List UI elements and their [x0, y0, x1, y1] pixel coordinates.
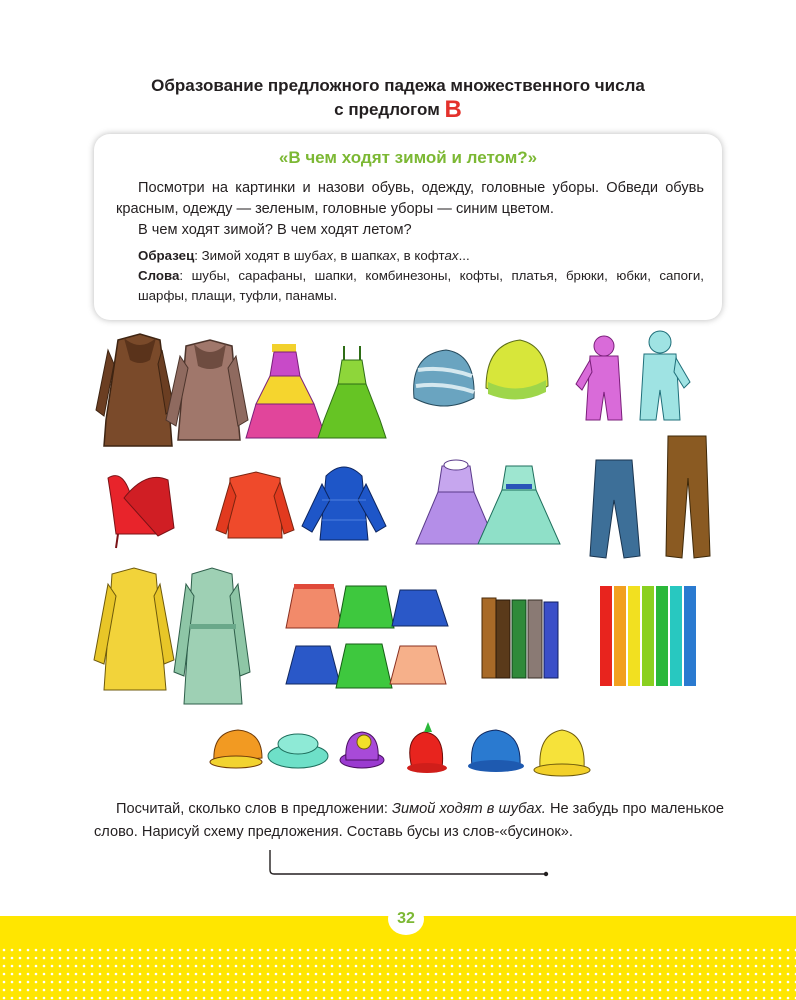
high-heels-icon — [108, 476, 174, 548]
words-text: : шубы, сарафаны, шапки, комбинезоны, кофты, платья, брюки, юбки, сапоги, шарфы, плащи, туфли, панамы. — [138, 268, 704, 303]
hat-red-icon — [407, 722, 447, 773]
footer-dots — [0, 946, 796, 1000]
example-text-b: , в шапк — [333, 248, 383, 263]
boots-icon — [482, 598, 558, 678]
snowsuit-mint-icon — [640, 331, 690, 420]
example-ending-1: ах — [318, 248, 333, 263]
skirt-peach-icon — [390, 646, 446, 684]
example-text-c: , в кофт — [396, 248, 445, 263]
scheme-end-dot — [544, 872, 548, 876]
hat-yellow-icon — [534, 730, 590, 776]
example-ending-3: ах — [444, 248, 459, 263]
skirt-green-icon — [338, 586, 394, 628]
knit-hat-striped-icon — [414, 350, 475, 406]
example-label: Образец — [138, 248, 195, 263]
words-label: Слова — [138, 268, 180, 283]
page-title-line2-text: с предлогом — [334, 100, 440, 119]
task-question: В чем ходят зимой? В чем ходят летом? — [138, 222, 412, 238]
skirt-blue-2-icon — [286, 646, 340, 684]
puffer-jacket-blue-icon — [302, 467, 386, 540]
trench-coat-yellow-icon — [94, 568, 174, 690]
jeans-icon — [590, 460, 640, 558]
skirt-green-2-icon — [336, 644, 392, 688]
snowsuit-pink-icon — [576, 336, 622, 420]
scarves-icon — [600, 586, 696, 686]
page-title-line1: Образование предложного падежа множественного числа — [151, 76, 645, 95]
sundress-pink-icon — [246, 344, 326, 438]
example-text-d: ... — [458, 248, 470, 263]
trousers-brown-icon — [666, 436, 710, 558]
bottom-sentence: Зимой ходят в шубах. — [392, 801, 546, 817]
trench-coat-mint-icon — [174, 568, 250, 704]
dress-mint-icon — [478, 466, 560, 544]
hat-blue-icon — [468, 730, 524, 772]
page-number: 32 — [388, 903, 424, 935]
bottom-text-a: Посчитай, сколько слов в предложении: — [116, 801, 393, 817]
bottom-text-b: Не забудь про маленькое слово. Нарисуй схему предложения. Составь бусы из слов-«бусинок». — [94, 801, 724, 840]
example-text-a: : Зимой ходят в шуб — [194, 248, 319, 263]
bottom-task — [94, 798, 724, 844]
cap-orange-icon — [210, 730, 262, 768]
fur-coat-brown-icon — [96, 334, 174, 446]
jacket-red-icon — [216, 472, 294, 538]
task-heading: «В чем ходят зимой и летом?» — [278, 148, 538, 167]
skirt-coral-icon — [286, 584, 342, 628]
scheme-line-path — [270, 850, 546, 874]
skirt-blue-icon — [392, 590, 448, 626]
fur-coat-beige-icon — [166, 340, 248, 440]
example-ending-2: ах — [382, 248, 397, 263]
sentence-scheme-line — [262, 846, 552, 880]
sundress-green-icon — [318, 346, 386, 438]
hat-purple-flower-icon — [340, 732, 384, 768]
knit-hat-yellow-icon — [486, 340, 548, 400]
task-instruction: Посмотри на картинки и назови обувь, одежду, головные уборы. Обведи обувь красным, одежду — зеленым, головные уборы — синим цветом. — [116, 180, 704, 217]
page-title-letter: В — [444, 96, 462, 123]
hat-turquoise-icon — [268, 734, 328, 768]
